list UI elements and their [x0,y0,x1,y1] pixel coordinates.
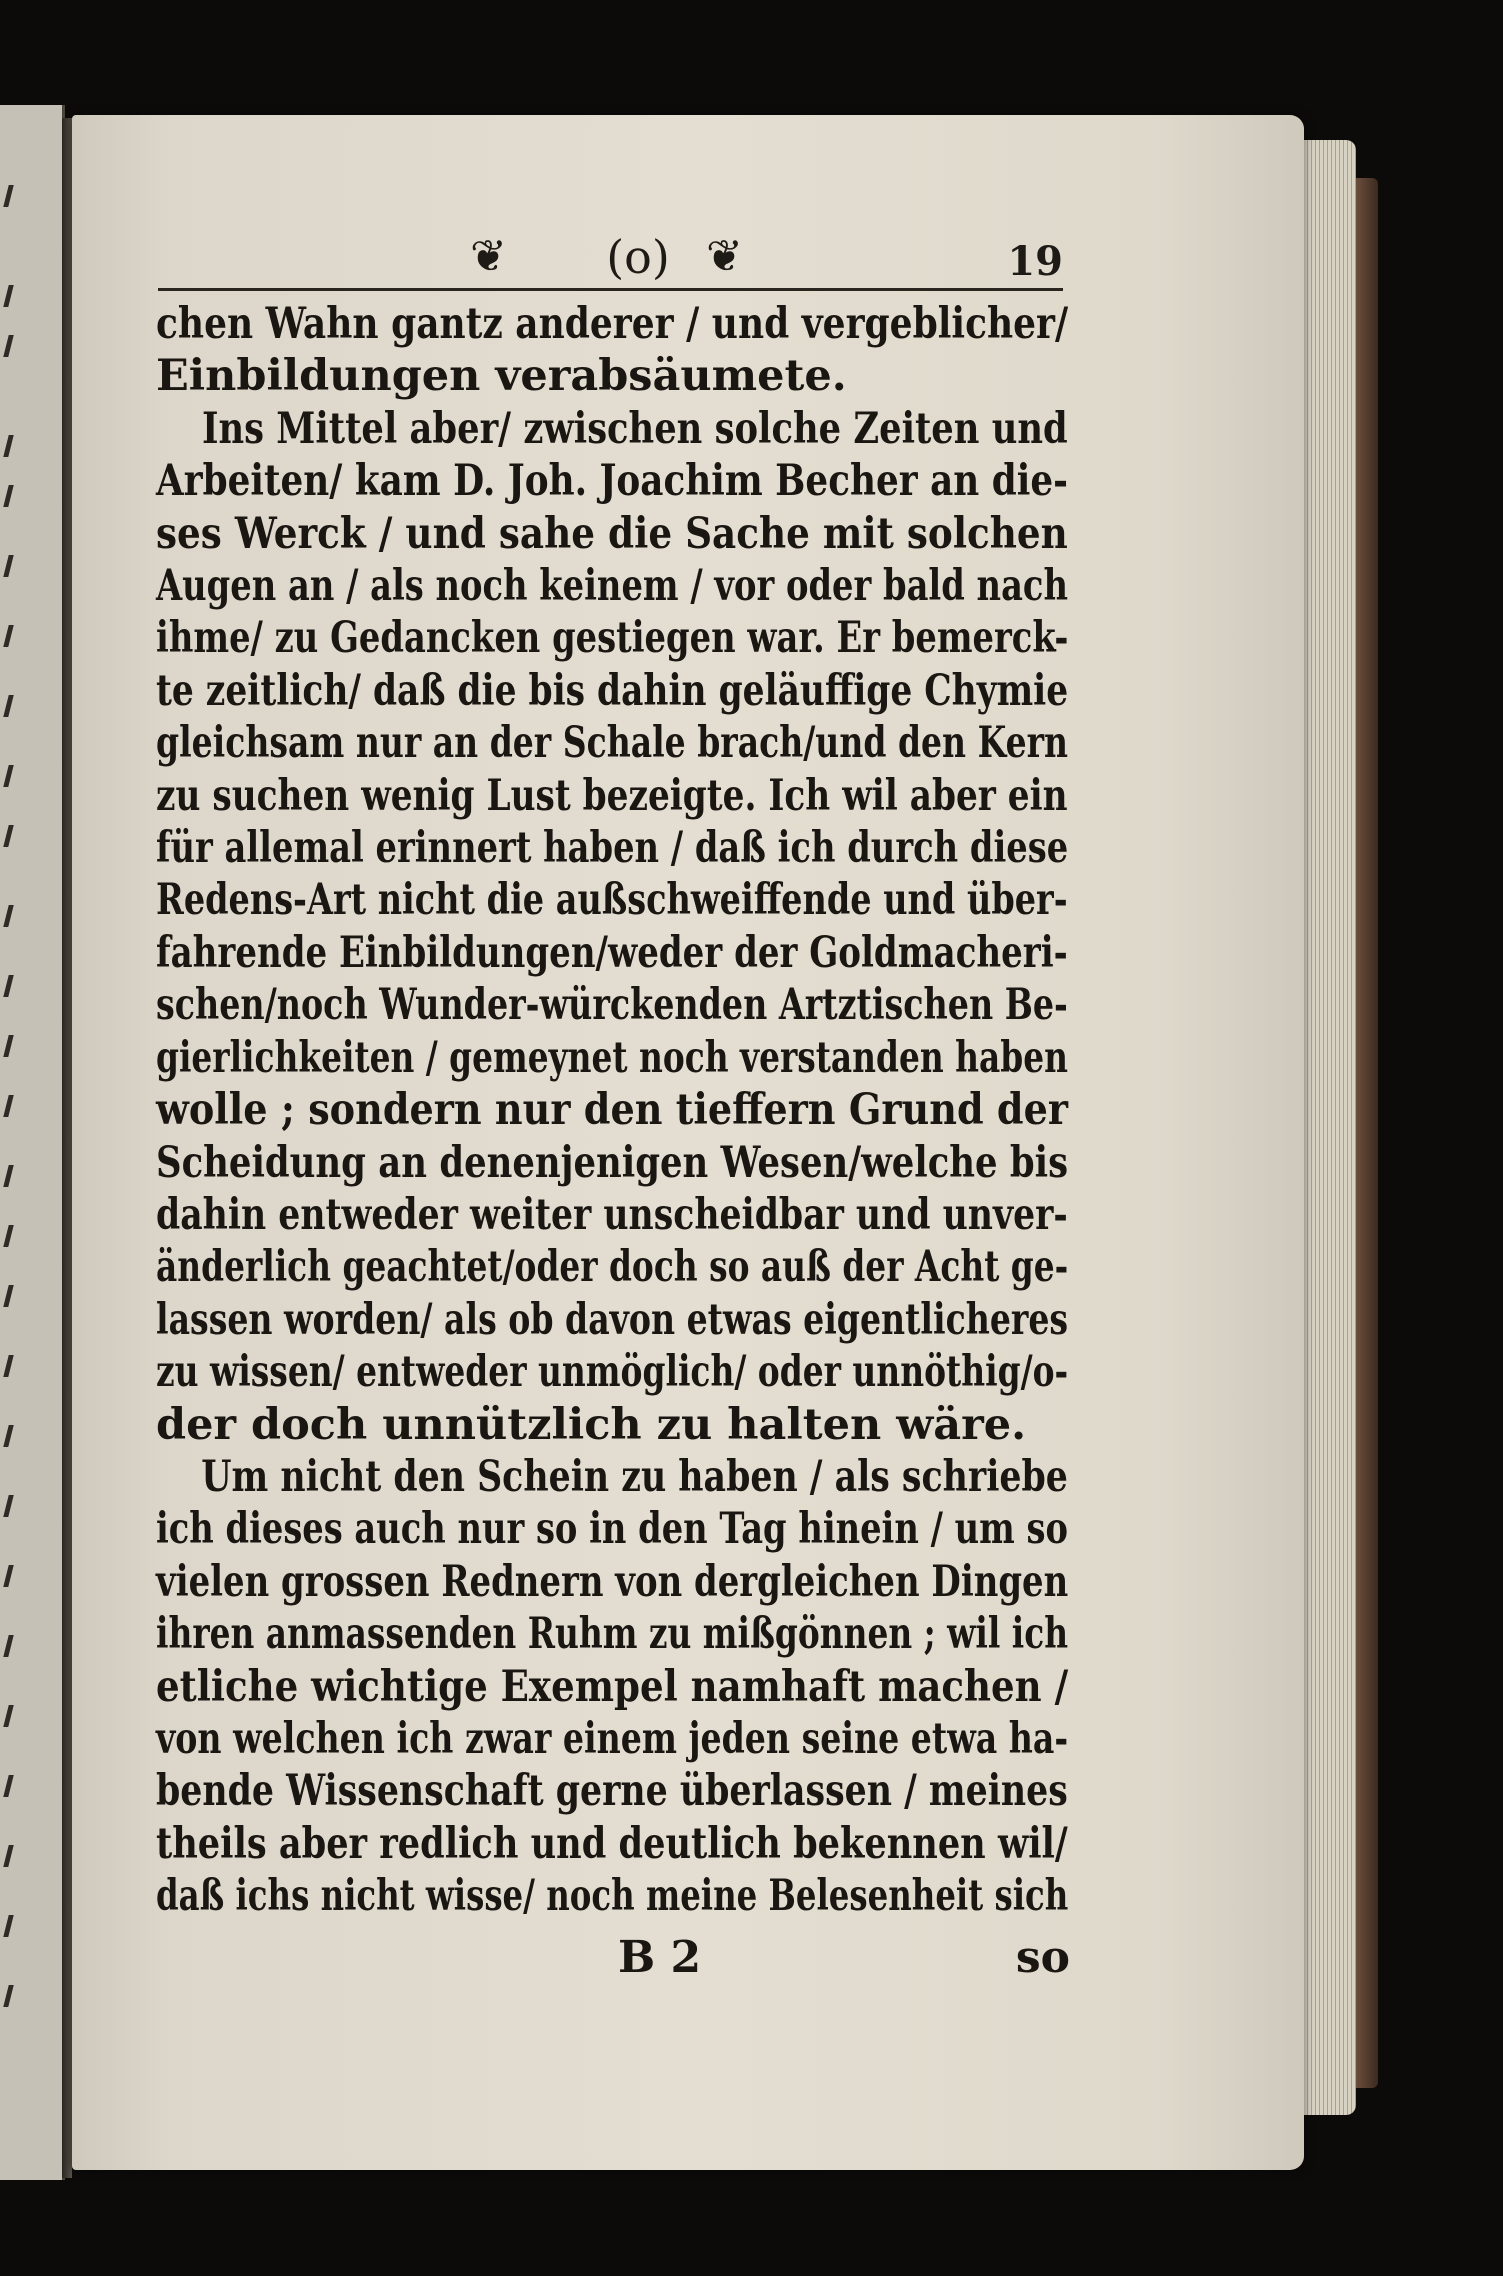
text-line: vielen grossen Rednern von dergleichen Dingen [156,1556,1069,1607]
facing-page-letter-fragment [3,555,13,577]
text-line: lassen worden/ als ob davon etwas eigentlicheres [156,1294,1069,1345]
header-mark: (o) [606,230,670,284]
facing-page-letter-fragment [3,1425,13,1447]
catchword: so [1015,1932,1070,1983]
facing-page-letter-fragment [3,905,13,927]
facing-page-letter-fragment [3,435,13,457]
text-line: gleichsam nur an der Schale brach/und den Kern [156,718,1069,769]
text-line: Ins Mittel aber/ zwischen solche Zeiten und [201,403,1068,454]
facing-page-letter-fragment [3,1775,13,1797]
book-gutter [62,118,72,2178]
facing-page-letter-fragment [3,1355,13,1377]
signature-mark: B 2 [618,1932,702,1983]
facing-page-letter-fragment [3,975,13,997]
facing-page-letter-fragment [3,1845,13,1867]
text-line: wolle ; sondern nur den tieffern Grund der [156,1085,1068,1136]
text-line: Arbeiten/ kam D. Joh. Joachim Becher an die- [156,456,1068,507]
running-header [158,232,1063,292]
text-line: ses Werck / und sahe die Sache mit solchen [156,508,1068,559]
text-line: ihren anmassenden Ruhm zu mißgönnen ; wil ich [156,1609,1069,1660]
text-line: für allemal erinnert haben / daß ich durch diese [156,823,1069,874]
text-line: te zeitlich/ daß die bis dahin geläuffige Chymie [156,665,1069,716]
facing-page-letter-fragment [3,825,13,847]
facing-page-letter-fragment [3,485,13,507]
facing-page-letter-fragment [3,1565,13,1587]
text-line: ich dieses auch nur so in den Tag hinein / um so [156,1504,1068,1555]
facing-page-edge [0,105,65,2180]
text-line: zu suchen wenig Lust bezeigte. Ich wil aber ein [156,770,1068,821]
text-line: schen/noch Wunder-würckenden Artztischen Be- [156,980,1068,1031]
facing-page-letter-fragment [3,1985,13,2007]
facing-page-letter-fragment [3,335,13,357]
text-line: etliche wichtige Exempel namhaft machen / [156,1661,1069,1712]
facing-page-letter-fragment [3,1285,13,1307]
facing-page-letter-fragment [3,1915,13,1937]
fleuron-left-icon: ❦ [470,231,507,282]
facing-page-letter-fragment [3,285,13,307]
text-line: chen Wahn gantz anderer / und vergeblicher/ [156,299,1069,349]
page-footer [158,1932,1070,1986]
facing-page-letter-fragment [3,1165,13,1187]
text-line: änderlich geachtet/oder doch so auß der Acht ge- [156,1242,1069,1293]
body-text [156,298,1068,1923]
facing-page-letter-fragment [3,1225,13,1247]
text-line: Einbildungen verabsäumete. [156,351,847,402]
book-cover-edge [1356,178,1378,2088]
text-line: fahrende Einbildungen/weder der Goldmacheri- [156,927,1068,978]
fleuron-right-icon: ❦ [706,231,743,282]
text-line: gierlichkeiten / gemeynet noch verstanden haben [156,1032,1068,1083]
text-line: zu wissen/ entweder unmöglich/ oder unnöthig/o- [156,1347,1069,1398]
facing-page-letter-fragment [3,1035,13,1057]
text-line: Redens-Art nicht die außschweiffende und über- [156,875,1068,926]
facing-page-letter-fragment [3,625,13,647]
text-line: dahin entweder weiter unscheidbar und unver- [156,1189,1068,1240]
text-line: daß ichs nicht wisse/ noch meine Belesenheit sich [156,1871,1069,1922]
text-line: Scheidung an denenjenigen Wesen/welche bis [156,1137,1069,1188]
text-line: von welchen ich zwar einem jeden seine etwa ha- [156,1713,1069,1764]
facing-page-letter-fragment [3,1635,13,1657]
text-line: Um nicht den Schein zu haben / als schriebe [201,1451,1068,1502]
facing-page-letter-fragment [3,185,13,207]
facing-page-letter-fragment [3,695,13,717]
facing-page-letter-fragment [3,765,13,787]
text-line: der doch unnützlich zu halten wäre. [156,1399,1027,1450]
text-line: bende Wissenschaft gerne überlassen / meines [156,1766,1068,1817]
page-block-edges [1304,140,1356,2115]
text-line: Augen an / als noch keinem / vor oder bald nach [156,561,1068,612]
page-number: 19 [1007,238,1063,285]
facing-page-letter-fragment [3,1495,13,1517]
facing-page-letter-fragment [3,1705,13,1727]
text-line: theils aber redlich und deutlich bekennen wil/ [156,1818,1068,1869]
facing-page-letter-fragment [3,1095,13,1117]
header-rule [158,288,1063,291]
text-line: ihme/ zu Gedancken gestiegen war. Er bemerck- [156,613,1069,664]
